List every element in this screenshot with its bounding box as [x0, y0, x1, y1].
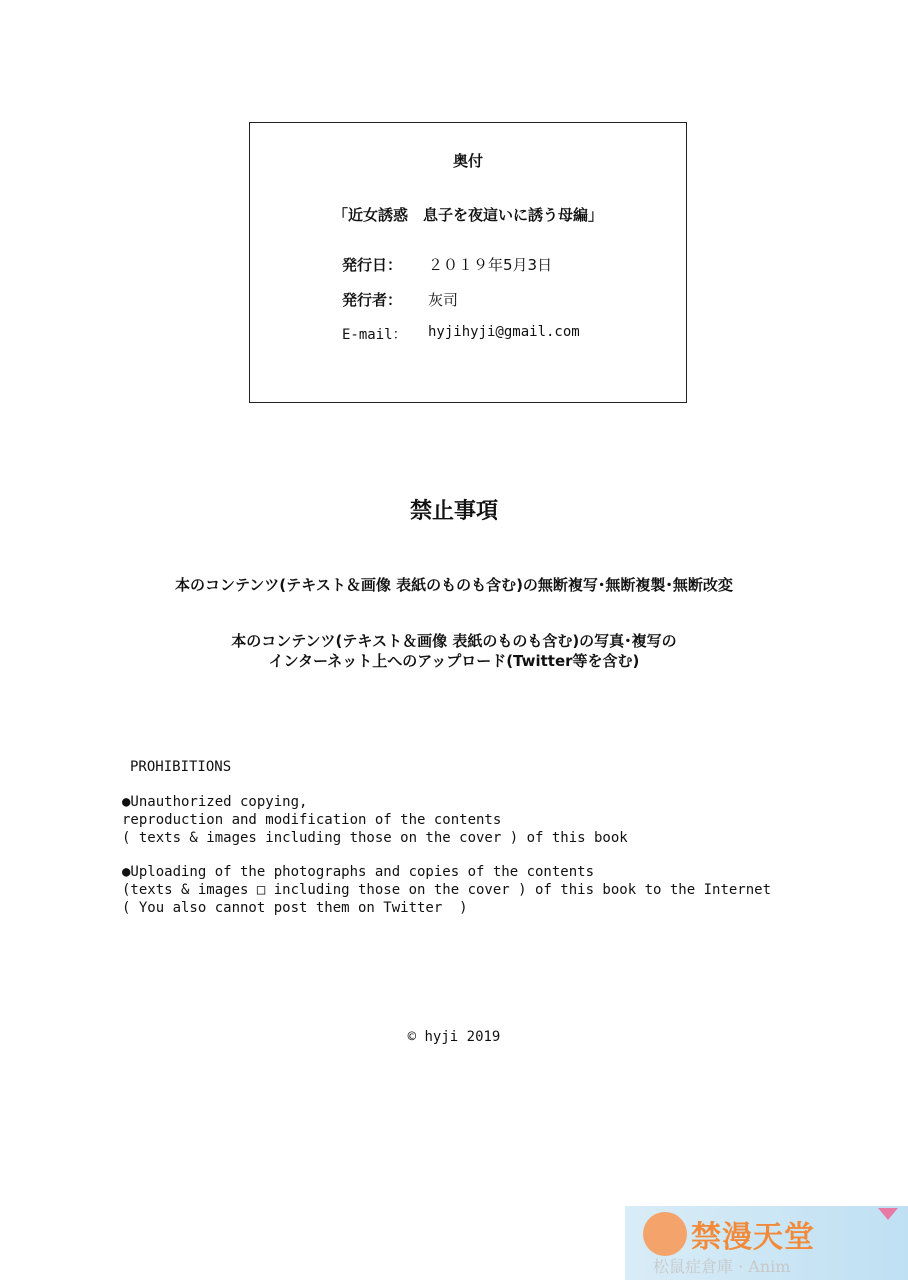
- prohibition-en-bullet-2: ●Uploading of the photographs and copies of the contents (texts & images □ including those on the cover ) of this book to the Internet ( You also cannot post them on Twitter ): [122, 864, 772, 916]
- logo-icon: [643, 1212, 687, 1256]
- copyright-notice: © hyji 2019: [407, 1029, 501, 1045]
- colophon-title: 奥付: [452, 152, 483, 170]
- colophon-box: [249, 122, 687, 403]
- publisher-label: 発行者：: [342, 291, 403, 309]
- prohibition-jp-line-2b: インターネット上へのアップロード(Twitter等を含む): [268, 652, 640, 670]
- prohibitions-heading-jp: 禁止事項: [409, 499, 498, 524]
- watermark-subtext: 松鼠症倉庫 · Anim: [653, 1257, 791, 1276]
- email-label: E-mail：: [342, 327, 407, 343]
- corner-triangle-icon: [878, 1208, 898, 1220]
- publisher-row: [342, 289, 458, 310]
- publish-date-label: 発行日：: [342, 256, 403, 274]
- prohibition-en-bullet-1: ●Unauthorized copying, reproduction and modification of the contents ( texts & images including those on the cover ) of this book: [122, 794, 628, 846]
- watermark-brand: 禁漫天堂: [691, 1220, 815, 1255]
- publisher-value: 灰司: [428, 291, 459, 309]
- prohibitions-heading-en: PROHIBITIONS: [130, 759, 232, 775]
- site-watermark: [625, 1206, 908, 1280]
- publish-date-value: ２０１９年5月3日: [428, 256, 553, 274]
- prohibition-jp-line-2a: 本のコンテンツ(テキスト＆画像 表紙のものも含む)の写真･複写の: [231, 632, 677, 650]
- book-title: 「近女誘惑 息子を夜這いに誘う母編」: [332, 206, 603, 224]
- email-value: hyjihyji@gmail.com: [428, 324, 580, 340]
- email-row: [342, 324, 580, 344]
- prohibition-jp-line-1: 本のコンテンツ(テキスト＆画像 表紙のものも含む)の無断複写･無断複製･無断改変: [175, 576, 733, 594]
- publish-date-row: [342, 254, 552, 275]
